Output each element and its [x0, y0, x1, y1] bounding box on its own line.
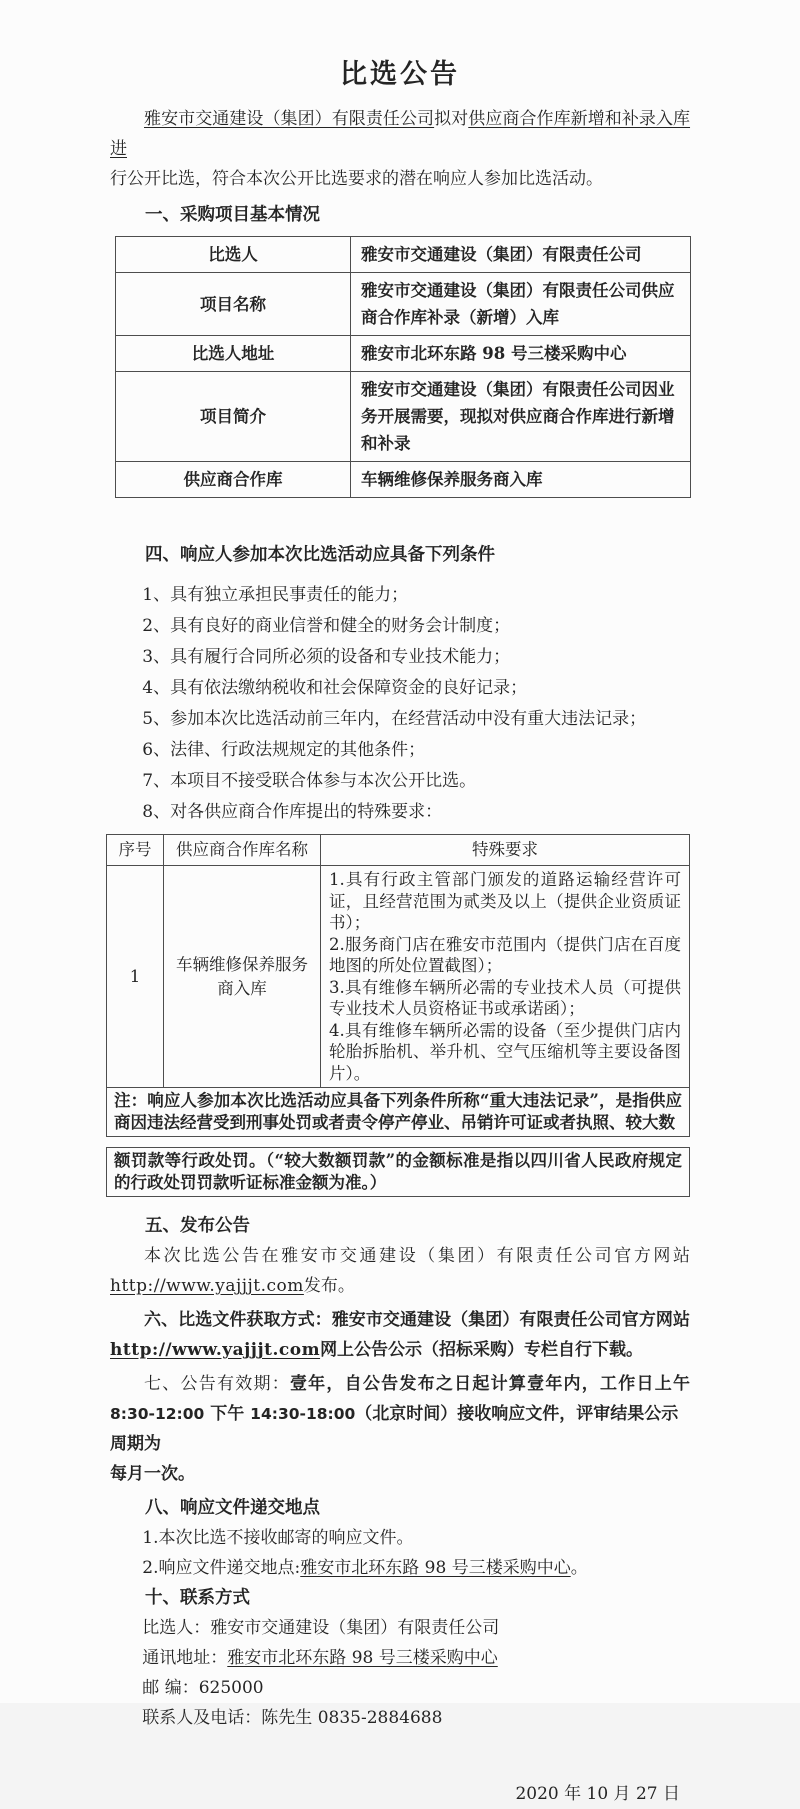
table-note-row [107, 1088, 690, 1137]
contact-address-line [110, 1643, 690, 1673]
section7-line-1 [110, 1369, 690, 1399]
header-seq: 序号 [107, 835, 164, 866]
table-row [116, 237, 691, 273]
condition-item-1: 1、具有独立承担民事责任的能力； [142, 585, 409, 605]
requirement-item-3: 3.具有维修车辆所必需的专业技术人员（可提供专业技术人员资格证书或承诺函）； [329, 977, 681, 1018]
table-row [107, 866, 690, 1088]
condition-item-4: 4、具有依法缴纳税收和社会保障资金的良好记录； [142, 678, 528, 698]
contact-bidder-line: 比选人：雅安市交通建设（集团）有限责任公司 [142, 1618, 500, 1638]
intro-mid-text: 拟对 [434, 109, 469, 129]
website-url[interactable]: http://www.yajjjt.com [110, 1276, 304, 1296]
row-value: 车辆维修保养服务商入库 [351, 462, 691, 498]
intro-subject-text: 供应商合作库新增和补录入库进 [110, 109, 691, 159]
row-value: 雅安市交通建设（集团）有限责任公司供应商合作库补录（新增）入库 [351, 273, 691, 336]
row-value: 雅安市北环东路 98 号三楼采购中心 [351, 336, 691, 372]
morning-hours: 8:30-12:00 [110, 1405, 205, 1423]
table-row [116, 372, 691, 462]
intro-line-2: 行公开比选，符合本次公开比选要求的潜在响应人参加比选活动。 [110, 169, 603, 189]
condition-item-3: 3、具有履行合同所必须的设备和专业技术能力； [142, 647, 511, 667]
row-label: 比选人 [116, 237, 351, 273]
header-special-requirements: 特殊要求 [321, 835, 690, 866]
section1-heading: 一、采购项目基本情况 [145, 205, 320, 225]
row-label: 项目简介 [116, 372, 351, 462]
cell-requirements [321, 866, 690, 1088]
website-url[interactable]: http://www.yajjjt.com [110, 1340, 321, 1360]
section8-heading: 八、响应文件递交地点 [145, 1498, 320, 1518]
row-label: 比选人地址 [116, 336, 351, 372]
cell-library-name: 车辆维修保养服务商入库 [164, 866, 321, 1088]
project-info-table [115, 236, 691, 498]
section7-mid-text: 下午 [204, 1404, 251, 1424]
requirement-item-1: 1.具有行政主管部门颁发的道路运输经营许可证，且经营范围为贰类及以上（提供企业资质证书）； [329, 870, 681, 932]
intro-buyer-name: 雅安市交通建设（集团）有限责任公司 [144, 109, 435, 129]
condition-item-5: 5、参加本次比选活动前三年内，在经营活动中没有重大违法记录； [142, 709, 647, 729]
section7-line-3: 每月一次。 [110, 1464, 195, 1484]
contact-zip-line: 邮 编：625000 [142, 1678, 264, 1698]
condition-item-2: 2、具有良好的商业信誉和健全的财务会计制度； [142, 616, 511, 636]
row-value: 雅安市交通建设（集团）有限责任公司 [351, 237, 691, 273]
row-label: 项目名称 [116, 273, 351, 336]
contact-address-label: 通讯地址： [142, 1648, 228, 1668]
condition-item-6: 6、法律、行政法规规定的其他条件； [142, 740, 426, 760]
condition-item-7: 7、本项目不接受联合体参与本次公开比选。 [142, 771, 477, 791]
row-label: 供应商合作库 [116, 462, 351, 498]
section4-heading: 四、响应人参加本次比选活动应具备下列条件 [145, 545, 495, 565]
requirement-item-4: 4.具有维修车辆所必需的设备（至少提供门店内轮胎拆胎机、举升机、空气压缩机等主要设备图片）。 [329, 1020, 681, 1083]
note-part-2: 额罚款等行政处罚。（“较大数额罚款”的金额标准是指以四川省人民政府规定的行政处罚罚款听证标准金额为准。） [106, 1147, 690, 1197]
table-header-row [107, 835, 690, 866]
section6-line-1: 六、比选文件获取方式：雅安市交通建设（集团）有限责任公司官方网站 [144, 1310, 690, 1330]
section8-item-2 [110, 1553, 690, 1583]
section10-heading: 十、联系方式 [145, 1588, 250, 1608]
page-title: 比选公告 [340, 59, 460, 90]
requirement-item-2: 2.服务商门店在雅安市范围内（提供门店在百度地图的所处位置截图）； [329, 934, 681, 975]
section5-line-2 [110, 1271, 690, 1301]
document-date: 2020 年 10 月 27 日 [515, 1784, 680, 1804]
note-part-1: 注：响应人参加本次比选活动应具备下列条件所称“重大违法记录”，是指供应商因违法经营受到刑事处罚或者责令停产停业、吊销许可证或者执照、较大数 [107, 1088, 690, 1137]
section8-item-2-label: 2.响应文件递交地点: [142, 1558, 301, 1578]
header-library-name: 供应商合作库名称 [164, 835, 321, 866]
condition-item-8: 8、对各供应商合作库提出的特殊要求： [142, 802, 443, 822]
afternoon-hours: 14:30-18:00 [250, 1405, 356, 1423]
section8-item-2-suffix: 。 [570, 1558, 588, 1578]
section7-label: 七、公告有效期： [144, 1374, 290, 1394]
special-requirements-table [106, 834, 690, 1137]
section5-line-2-suffix: 发布。 [303, 1276, 355, 1296]
contact-address-value: 雅安市北环东路 98 号三楼采购中心 [227, 1648, 498, 1668]
section6-line-2 [110, 1335, 690, 1365]
section6-line-2-suffix: 网上公告公示（招标采购）专栏自行下载。 [320, 1340, 644, 1360]
table-row [116, 462, 691, 498]
section5-heading: 五、发布公告 [145, 1216, 250, 1236]
section7-line-2-rest: （北京时间）接收响应文件，评审结果公示周期为 [110, 1404, 679, 1454]
delivery-address: 雅安市北环东路 98 号三楼采购中心 [300, 1558, 571, 1578]
row-value: 雅安市交通建设（集团）有限责任公司因业务开展需要，现拟对供应商合作库进行新增和补录 [351, 372, 691, 462]
section7-line-1-text: 壹年，自公告发布之日起计算壹年内，工作日上午 [289, 1374, 691, 1394]
contact-phone-line: 联系人及电话：陈先生 0835-2884688 [142, 1708, 443, 1728]
section5-line-1: 本次比选公告在雅安市交通建设（集团）有限责任公司官方网站 [144, 1246, 690, 1266]
section8-item-1: 1.本次比选不接收邮寄的响应文件。 [142, 1528, 414, 1548]
table-row [116, 273, 691, 336]
cell-seq: 1 [107, 866, 164, 1088]
table-row [116, 336, 691, 372]
section7-line-2 [110, 1399, 690, 1459]
intro-line-1 [110, 104, 690, 164]
